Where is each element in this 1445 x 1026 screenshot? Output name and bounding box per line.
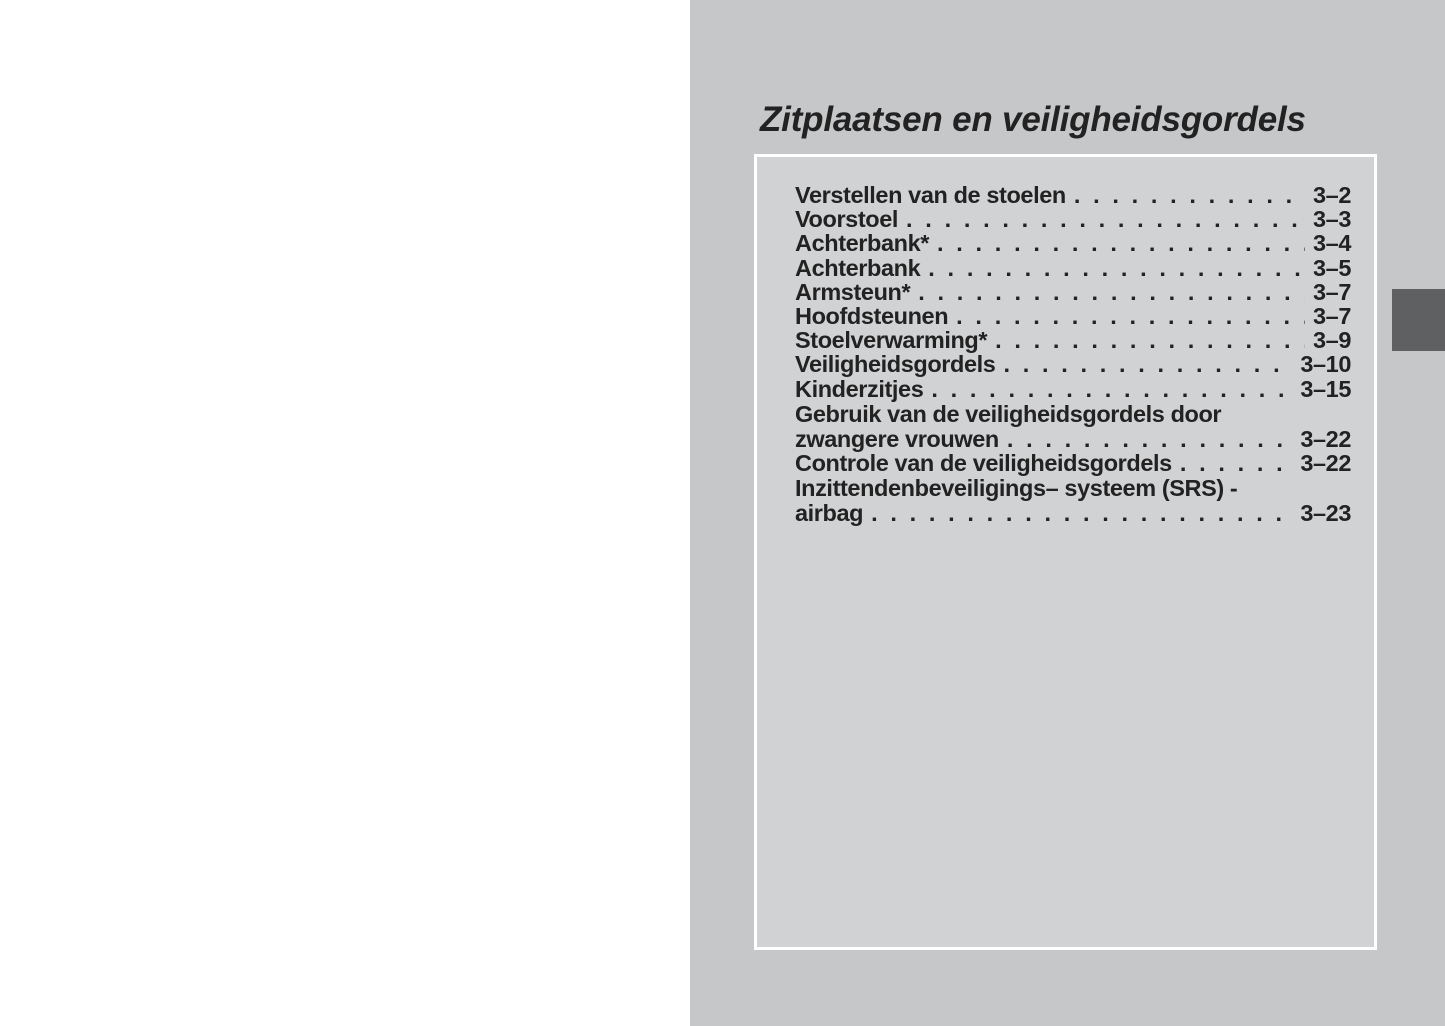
- toc-entry-label: Veiligheidsgordels: [795, 351, 996, 378]
- toc-entry-achterbank[interactable]: [795, 256, 1351, 280]
- toc-dot-leader: [956, 304, 1305, 328]
- toc-page-number: 3–22: [1300, 425, 1351, 452]
- toc-page-number: 3–15: [1300, 375, 1351, 402]
- toc-page-number: 3–22: [1300, 450, 1351, 477]
- toc-entry-label: airbag: [795, 500, 864, 527]
- toc-page-number: 3–2: [1312, 182, 1351, 208]
- toc-entry-airbag[interactable]: [795, 475, 1351, 525]
- toc-entry-label: Kinderzitjes: [795, 375, 924, 402]
- toc-page-number: 3–7: [1312, 278, 1351, 305]
- toc-entry-label: Achterbank*: [795, 230, 930, 257]
- chapter-thumb-tab: [1392, 289, 1445, 351]
- toc-dot-leader: [995, 328, 1305, 352]
- toc-page-number: 3–5: [1312, 254, 1351, 281]
- toc-entry-label: Hoofdsteunen: [795, 303, 949, 330]
- toc-dot-leader: [1007, 427, 1292, 451]
- toc-entry-hoofdsteunen[interactable]: [795, 304, 1351, 328]
- toc-page-number: 3–3: [1312, 206, 1351, 233]
- toc-page-number: 3–10: [1300, 351, 1351, 378]
- toc-dot-leader: [1074, 183, 1305, 207]
- toc-page-number: 3–7: [1312, 303, 1351, 330]
- toc-dot-leader: [931, 377, 1292, 401]
- toc-entry-kinderzitjes[interactable]: [795, 377, 1351, 401]
- chapter-title: Zitplaatsen en veiligheidsgordels: [760, 100, 1306, 139]
- toc-entry-label: Armsteun*: [795, 278, 911, 305]
- toc-entry-zwangere-vrouwen[interactable]: [795, 401, 1351, 451]
- toc-entry-armsteun[interactable]: [795, 280, 1351, 304]
- toc-entry-label: Verstellen van de stoelen: [795, 182, 1066, 208]
- toc-entry-voorstoel[interactable]: [795, 207, 1351, 231]
- toc-entry-label: Voorstoel: [795, 206, 899, 233]
- toc-entry-veiligheidsgordels[interactable]: [795, 352, 1351, 376]
- toc-dot-leader: [1180, 451, 1292, 475]
- toc-entry-achterbank-optional[interactable]: [795, 231, 1351, 255]
- toc-dot-leader: [918, 280, 1305, 304]
- toc-dot-leader: [937, 231, 1305, 255]
- toc-entry-label-line1: Inzittendenbeveiligings– systeem (SRS) -: [795, 475, 1238, 502]
- toc-entry-controle[interactable]: [795, 451, 1351, 475]
- table-of-contents-box: [754, 154, 1377, 950]
- toc-entry-label: zwangere vrouwen: [795, 425, 999, 452]
- toc-page-number: 3–9: [1312, 327, 1351, 354]
- toc-dot-leader: [871, 501, 1292, 525]
- toc-page-number: 3–23: [1300, 500, 1351, 527]
- toc-entry-verstellen[interactable]: [795, 183, 1351, 207]
- toc-dot-leader: [928, 256, 1305, 280]
- toc-entry-label: Controle van de veiligheidsgordels: [795, 450, 1172, 477]
- toc-entry-label: Stoelverwarming*: [795, 327, 988, 354]
- toc-dot-leader: [1003, 352, 1292, 376]
- toc-list: [795, 183, 1351, 525]
- toc-dot-leader: [906, 207, 1305, 231]
- toc-entry-label-line1: Gebruik van de veiligheidsgordels door: [795, 400, 1222, 427]
- toc-entry-label: Achterbank: [795, 254, 921, 281]
- left-blank-page: [0, 0, 690, 1026]
- toc-entry-stoelverwarming[interactable]: [795, 328, 1351, 352]
- toc-page-number: 3–4: [1312, 230, 1351, 257]
